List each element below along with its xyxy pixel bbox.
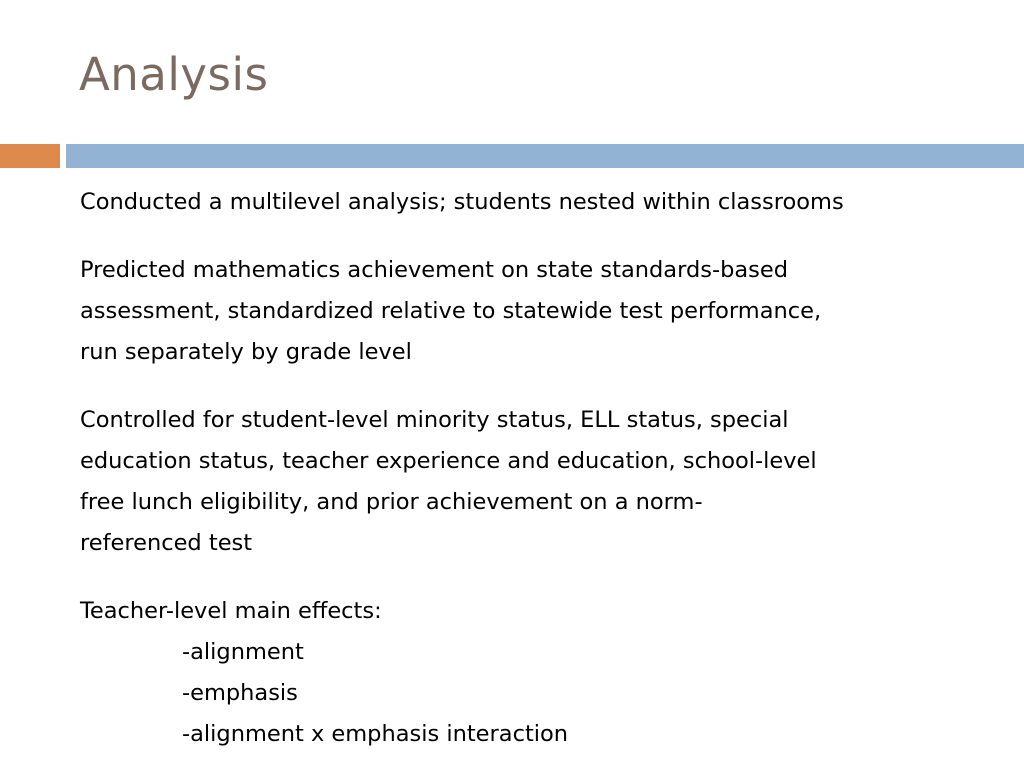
main-effects-heading: Teacher-level main effects: (80, 598, 382, 624)
effect-item-emphasis: -emphasis (182, 680, 298, 706)
paragraph-multilevel-analysis: Conducted a multilevel analysis; students nested within classrooms (80, 189, 844, 215)
paragraph-predicted-achievement: Predicted mathematics achievement on state standards-based assessment, standardized relative to statewide test performance, run separately by grade level (80, 257, 822, 365)
slide-title: Analysis (79, 48, 269, 101)
paragraph-controls: Controlled for student-level minority status, ELL status, special education status, teacher experience and education, school-level free lunch eligibility, and prior achievement on a norm- referenced test (80, 407, 817, 556)
accent-bar-blue (66, 144, 1024, 168)
accent-bar-orange (0, 144, 60, 168)
effect-item-alignment: -alignment (182, 639, 304, 665)
main-effects-block (80, 591, 1000, 755)
effect-item-interaction: -alignment x emphasis interaction (182, 721, 569, 747)
slide-body (80, 182, 1000, 755)
